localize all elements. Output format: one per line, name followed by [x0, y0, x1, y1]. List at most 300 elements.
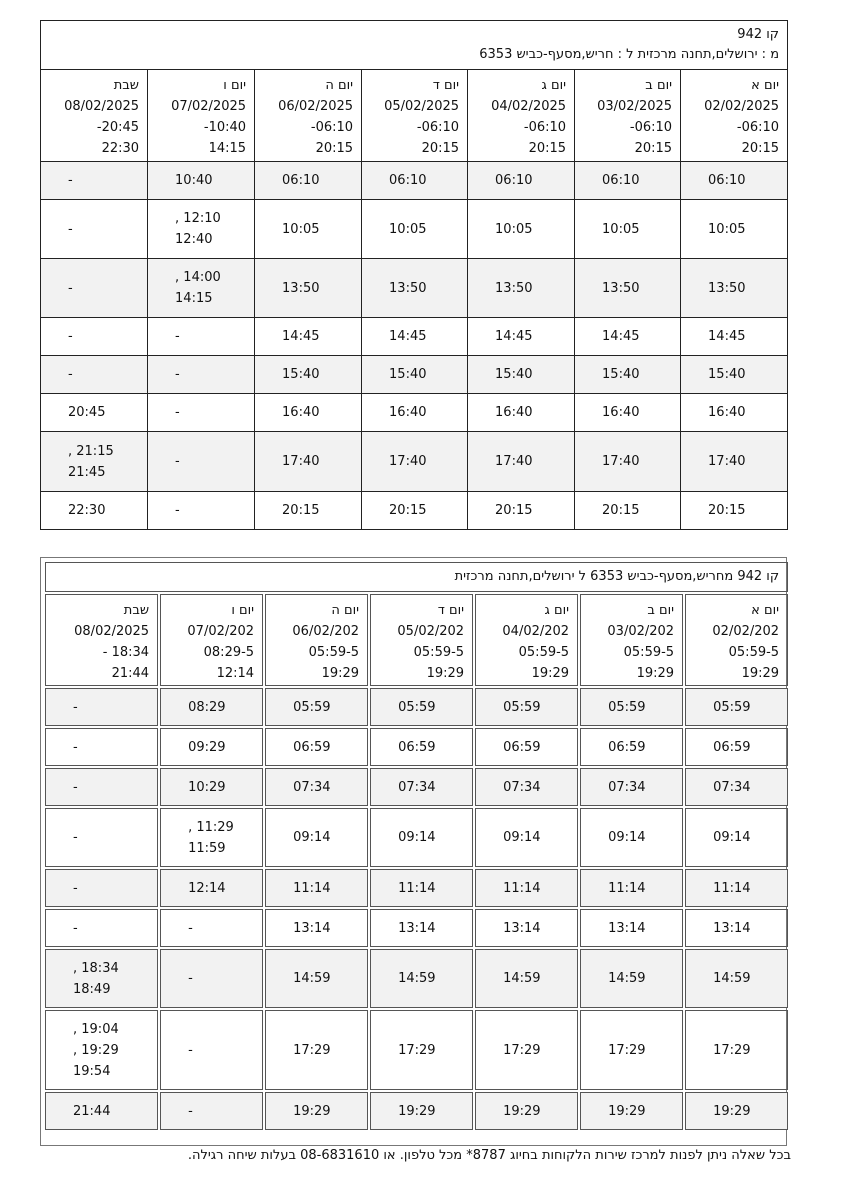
departure-time: 19:04 , [73, 1021, 119, 1037]
departure-time: 09:14 [713, 830, 751, 845]
departure-time: - [68, 367, 73, 382]
departure-cell [475, 869, 578, 907]
departure-time: 10:05 [495, 221, 533, 237]
departure-time: 13:14 [608, 920, 646, 936]
departure-time: 15:40 [495, 367, 533, 382]
day-header [160, 594, 263, 686]
departure-time: 05:59 [713, 699, 751, 715]
departure-cell [580, 688, 683, 726]
departure-cell [160, 869, 263, 907]
departure-cell [370, 1092, 473, 1130]
departure-cell [468, 394, 575, 432]
departure-cell [255, 162, 362, 200]
table-row [41, 432, 788, 492]
departure-cell [45, 688, 158, 726]
departure-time: - [68, 280, 73, 296]
departure-time: - [68, 173, 73, 188]
table-row [45, 909, 788, 947]
departure-cell [475, 1092, 578, 1130]
departure-time: - [175, 329, 180, 344]
departure-time: 05:59 [293, 699, 331, 715]
departure-time: 09:14 [503, 830, 541, 845]
day-range-end: 20:15 [634, 141, 673, 156]
departure-cell [148, 492, 255, 530]
departure-cell [41, 356, 148, 394]
table-title-row [45, 562, 788, 592]
departure-cell [148, 318, 255, 356]
day-range-start: 18:34 - [102, 645, 150, 660]
day-date: 07/02/202 [187, 624, 255, 639]
departure-cell [148, 432, 255, 492]
day-header [265, 594, 368, 686]
departure-cell [362, 200, 468, 259]
departure-cell [468, 492, 575, 530]
departure-cell [362, 432, 468, 492]
departure-time: 12:10 , [175, 211, 221, 226]
departure-time: - [68, 221, 73, 237]
day-header [45, 594, 158, 686]
departure-cell [362, 259, 468, 318]
day-name: יום ג [544, 603, 570, 618]
departure-time: 11:14 [713, 880, 751, 896]
departure-time: 22:30 [68, 503, 106, 518]
day-name: יום ב [645, 78, 673, 93]
departure-time: 17:29 [398, 1042, 436, 1058]
table-row [45, 1010, 788, 1090]
departure-time: 10:05 [389, 221, 427, 237]
departure-cell [45, 949, 158, 1008]
day-header [370, 594, 473, 686]
departure-time: 11:14 [398, 880, 436, 896]
day-name: שבת [123, 603, 150, 618]
departure-cell [575, 356, 681, 394]
departure-time: 15:40 [708, 367, 746, 382]
departure-time: 10:40 [175, 173, 213, 188]
departure-cell [685, 869, 788, 907]
departure-cell [681, 162, 788, 200]
departure-cell [370, 768, 473, 806]
departure-cell [468, 318, 575, 356]
departure-cell [362, 394, 468, 432]
table-title [41, 21, 788, 70]
departure-time: - [188, 920, 193, 936]
departure-time: 06:59 [293, 739, 331, 755]
departure-time: 14:59 [608, 971, 646, 986]
line-number: קו 942 [737, 27, 780, 42]
day-range-start: 05:59-5 [413, 645, 465, 660]
departure-cell [148, 200, 255, 259]
departure-time: 14:59 [503, 971, 541, 986]
departure-time: 14:45 [389, 329, 427, 344]
departure-cell [681, 318, 788, 356]
departure-time: 13:50 [495, 280, 533, 296]
departure-time: 16:40 [282, 405, 320, 420]
departure-cell [160, 1092, 263, 1130]
table-row [41, 200, 788, 259]
departure-time: 18:49 [73, 981, 111, 997]
departure-cell [580, 869, 683, 907]
departure-time: 07:34 [293, 779, 331, 795]
departure-cell [575, 162, 681, 200]
departure-cell [41, 162, 148, 200]
day-range-start: 10:40- [203, 120, 247, 135]
table-row [41, 394, 788, 432]
departure-cell [575, 394, 681, 432]
departure-time: 15:40 [389, 367, 427, 382]
departure-cell [265, 869, 368, 907]
day-range-start: 05:59-5 [518, 645, 570, 660]
day-range-start: 05:59-5 [308, 645, 360, 660]
table-row [41, 318, 788, 356]
departure-cell [160, 768, 263, 806]
departure-cell [685, 909, 788, 947]
departure-time: 06:10 [495, 173, 533, 188]
departure-cell [370, 808, 473, 867]
day-header [580, 594, 683, 686]
departure-time: 12:40 [175, 232, 213, 247]
departure-time: 17:40 [389, 454, 427, 469]
departure-time: 15:40 [282, 367, 320, 382]
departure-cell [255, 200, 362, 259]
departure-time: 17:40 [282, 454, 320, 469]
departure-time: 21:45 [68, 464, 106, 480]
departure-time: 10:29 [188, 779, 226, 795]
day-range-start: 05:59-5 [728, 645, 780, 660]
table-row [41, 162, 788, 200]
day-date: 02/02/2025 [704, 99, 780, 114]
departure-time: 12:14 [188, 880, 226, 896]
day-header [681, 70, 788, 162]
day-range-end: 19:29 [531, 666, 570, 681]
day-date: 03/02/2025 [597, 99, 673, 114]
departure-cell [681, 492, 788, 530]
departure-cell [681, 200, 788, 259]
customer-service-note: בכל שאלה ניתן לפנות למרכז שירות הלקוחות בחיוג 8787* מכל טלפון. או 08-6831610 בעלות שיחה רגילה. [187, 1148, 791, 1163]
table-row [45, 688, 788, 726]
departure-cell [370, 1010, 473, 1090]
day-range-end: 20:15 [741, 141, 780, 156]
departure-cell [580, 808, 683, 867]
day-date: 03/02/202 [607, 624, 675, 639]
departure-cell [580, 1092, 683, 1130]
departure-cell [370, 688, 473, 726]
departure-time: 09:29 [188, 739, 226, 755]
departure-time: 17:29 [608, 1042, 646, 1058]
day-range-start: 05:59-5 [623, 645, 675, 660]
departure-time: 20:15 [602, 503, 640, 518]
departure-time: 14:45 [282, 329, 320, 344]
departure-cell [265, 688, 368, 726]
day-range-end: 22:30 [101, 141, 140, 156]
table-title [45, 562, 788, 592]
departure-cell [45, 869, 158, 907]
departure-cell [45, 1092, 158, 1130]
departure-cell [265, 768, 368, 806]
departure-time: 15:40 [602, 367, 640, 382]
table-row [45, 949, 788, 1008]
departure-time: 17:40 [495, 454, 533, 469]
departure-cell [580, 949, 683, 1008]
departure-time: 06:59 [608, 739, 646, 755]
departure-time: - [73, 830, 78, 845]
day-header-row [45, 594, 788, 686]
departure-time: 19:29 [608, 1103, 646, 1119]
day-name: יום א [751, 603, 780, 618]
departure-time: 17:29 [293, 1042, 331, 1058]
departure-time: - [175, 454, 180, 469]
departure-time: 11:14 [293, 880, 331, 896]
departure-cell [265, 1092, 368, 1130]
departure-time: 16:40 [602, 405, 640, 420]
departure-cell [685, 1010, 788, 1090]
timetable-harish-to-jerusalem [43, 560, 790, 1132]
departure-cell [370, 909, 473, 947]
day-name: יום ה [331, 603, 360, 618]
departure-time: 10:05 [282, 221, 320, 237]
departure-cell [45, 768, 158, 806]
departure-time: 20:15 [708, 503, 746, 518]
departure-time: 21:44 [73, 1103, 111, 1119]
table-row [45, 808, 788, 867]
departure-time: - [175, 405, 180, 420]
departure-time: 07:34 [398, 779, 436, 795]
departure-time: 16:40 [495, 405, 533, 420]
departure-time: 13:50 [708, 280, 746, 296]
departure-cell [362, 356, 468, 394]
departure-cell [41, 318, 148, 356]
day-range-end: 19:29 [636, 666, 675, 681]
departure-time: 11:29 , [188, 819, 234, 835]
departure-time: 07:34 [608, 779, 646, 795]
departure-time: 13:14 [713, 920, 751, 936]
departure-time: 21:15 , [68, 443, 114, 459]
departure-cell [681, 356, 788, 394]
departure-cell [685, 949, 788, 1008]
departure-cell [362, 162, 468, 200]
departure-cell [580, 1010, 683, 1090]
departure-cell [681, 259, 788, 318]
day-range-start: 06:10- [310, 120, 354, 135]
departure-cell [362, 492, 468, 530]
departure-cell [468, 259, 575, 318]
departure-time: 06:10 [602, 173, 640, 188]
table-row [45, 728, 788, 766]
departure-time: 14:45 [708, 329, 746, 344]
departure-time: - [188, 1103, 193, 1119]
table-row [41, 492, 788, 530]
departure-time: 11:14 [608, 880, 646, 896]
departure-time: 06:59 [503, 739, 541, 755]
table-row [45, 869, 788, 907]
departure-time: 13:14 [293, 920, 331, 936]
departure-time: 20:15 [495, 503, 533, 518]
departure-cell [575, 200, 681, 259]
departure-cell [468, 356, 575, 394]
departure-cell [41, 394, 148, 432]
departure-cell [255, 432, 362, 492]
departure-cell [160, 688, 263, 726]
departure-cell [580, 909, 683, 947]
departure-time: 13:14 [503, 920, 541, 936]
table-row [41, 356, 788, 394]
departure-cell [575, 492, 681, 530]
departure-cell [265, 909, 368, 947]
day-range-end: 19:29 [321, 666, 360, 681]
day-name: יום א [751, 78, 780, 93]
departure-cell [362, 318, 468, 356]
day-range-end: 21:44 [111, 666, 150, 681]
departure-time: 20:15 [389, 503, 427, 518]
day-name: יום ד [432, 78, 460, 93]
departure-time: 06:10 [708, 173, 746, 188]
departure-time: 13:14 [398, 920, 436, 936]
day-range-end: 12:14 [216, 666, 255, 681]
departure-time: 19:29 [713, 1103, 751, 1119]
departure-time: 06:59 [398, 739, 436, 755]
table-row [41, 259, 788, 318]
departure-cell [370, 949, 473, 1008]
departure-cell [575, 318, 681, 356]
departure-cell [41, 259, 148, 318]
departure-cell [160, 909, 263, 947]
departure-time: - [68, 329, 73, 344]
day-header [575, 70, 681, 162]
departure-time: 20:15 [282, 503, 320, 518]
departure-time: 14:15 [175, 291, 213, 306]
day-header [475, 594, 578, 686]
departure-cell [685, 688, 788, 726]
departure-time: 14:59 [293, 971, 331, 986]
departure-time: 06:10 [282, 173, 320, 188]
departure-cell [160, 1010, 263, 1090]
departure-cell [475, 688, 578, 726]
departure-cell [41, 200, 148, 259]
day-range-end: 14:15 [208, 141, 247, 156]
day-date: 05/02/2025 [384, 99, 460, 114]
departure-time: 09:14 [398, 830, 436, 845]
departure-time: 14:59 [713, 971, 751, 986]
departure-cell [265, 1010, 368, 1090]
departure-cell [148, 394, 255, 432]
departure-time: 11:59 [188, 840, 226, 856]
departure-time: 19:29 [293, 1103, 331, 1119]
departure-time: 06:10 [389, 173, 427, 188]
departure-cell [255, 394, 362, 432]
day-header [255, 70, 362, 162]
day-name: יום ו [231, 603, 255, 618]
departure-cell [580, 768, 683, 806]
departure-cell [255, 318, 362, 356]
day-range-end: 19:29 [741, 666, 780, 681]
day-range-end: 19:29 [426, 666, 465, 681]
departure-cell [160, 808, 263, 867]
departure-time: - [73, 779, 78, 795]
departure-cell [370, 869, 473, 907]
day-range-end: 20:15 [315, 141, 354, 156]
departure-time: 07:34 [503, 779, 541, 795]
departure-cell [475, 1010, 578, 1090]
day-date: 06/02/2025 [278, 99, 354, 114]
departure-time: 06:59 [713, 739, 751, 755]
day-header [148, 70, 255, 162]
departure-cell [475, 808, 578, 867]
day-range-end: 20:15 [421, 141, 460, 156]
day-header [41, 70, 148, 162]
departure-cell [475, 728, 578, 766]
departure-time: 09:14 [608, 830, 646, 845]
day-range-start: 06:10- [523, 120, 567, 135]
day-range-start: 20:45- [96, 120, 140, 135]
departure-cell [265, 808, 368, 867]
departure-cell [255, 356, 362, 394]
route-description: מ : ירושלים,תחנה מרכזית ל : חריש,מסעף-כביש 6353 [479, 47, 780, 62]
day-range-start: 06:10- [416, 120, 460, 135]
departure-time: 17:29 [713, 1042, 751, 1058]
departure-cell [45, 728, 158, 766]
departure-time: - [73, 880, 78, 896]
departure-cell [160, 728, 263, 766]
day-header [362, 70, 468, 162]
departure-cell [580, 728, 683, 766]
departure-cell [685, 1092, 788, 1130]
departure-cell [681, 394, 788, 432]
departure-time: 10:05 [602, 221, 640, 237]
departure-cell [148, 356, 255, 394]
departure-cell [468, 200, 575, 259]
departure-cell [575, 259, 681, 318]
departure-time: 18:34 , [73, 960, 119, 976]
day-date: 08/02/2025 [64, 99, 140, 114]
departure-time: - [175, 367, 180, 382]
departure-time: 13:50 [389, 280, 427, 296]
day-range-start: 06:10- [736, 120, 780, 135]
departure-cell [370, 728, 473, 766]
departure-cell [685, 768, 788, 806]
departure-cell [148, 162, 255, 200]
departure-time: 05:59 [503, 699, 541, 715]
departure-time: - [188, 971, 193, 986]
departure-time: 14:00 , [175, 270, 221, 285]
departure-cell [41, 492, 148, 530]
departure-time: 14:45 [602, 329, 640, 344]
departure-time: 19:29 , [73, 1042, 119, 1058]
day-header-row [41, 70, 788, 162]
day-name: יום ג [541, 78, 567, 93]
departure-time: 05:59 [608, 699, 646, 715]
day-date: 02/02/202 [712, 624, 780, 639]
departure-time: 19:54 [73, 1063, 111, 1079]
departure-time: 17:40 [602, 454, 640, 469]
departure-time: 07:34 [713, 779, 751, 795]
departure-cell [681, 432, 788, 492]
day-range-start: 08:29-5 [203, 645, 255, 660]
departure-time: - [73, 699, 78, 715]
day-date: 06/02/202 [292, 624, 360, 639]
departure-time: - [73, 920, 78, 936]
day-header [685, 594, 788, 686]
table-row [45, 1092, 788, 1130]
departure-time: 09:14 [293, 830, 331, 845]
departure-time: 10:05 [708, 221, 746, 237]
day-date: 05/02/202 [397, 624, 465, 639]
departure-time: - [188, 1042, 193, 1058]
departure-time: 08:29 [188, 699, 226, 715]
departure-cell [475, 949, 578, 1008]
day-name: יום ה [325, 78, 354, 93]
departure-cell [475, 768, 578, 806]
departure-cell [41, 432, 148, 492]
departure-cell [685, 728, 788, 766]
